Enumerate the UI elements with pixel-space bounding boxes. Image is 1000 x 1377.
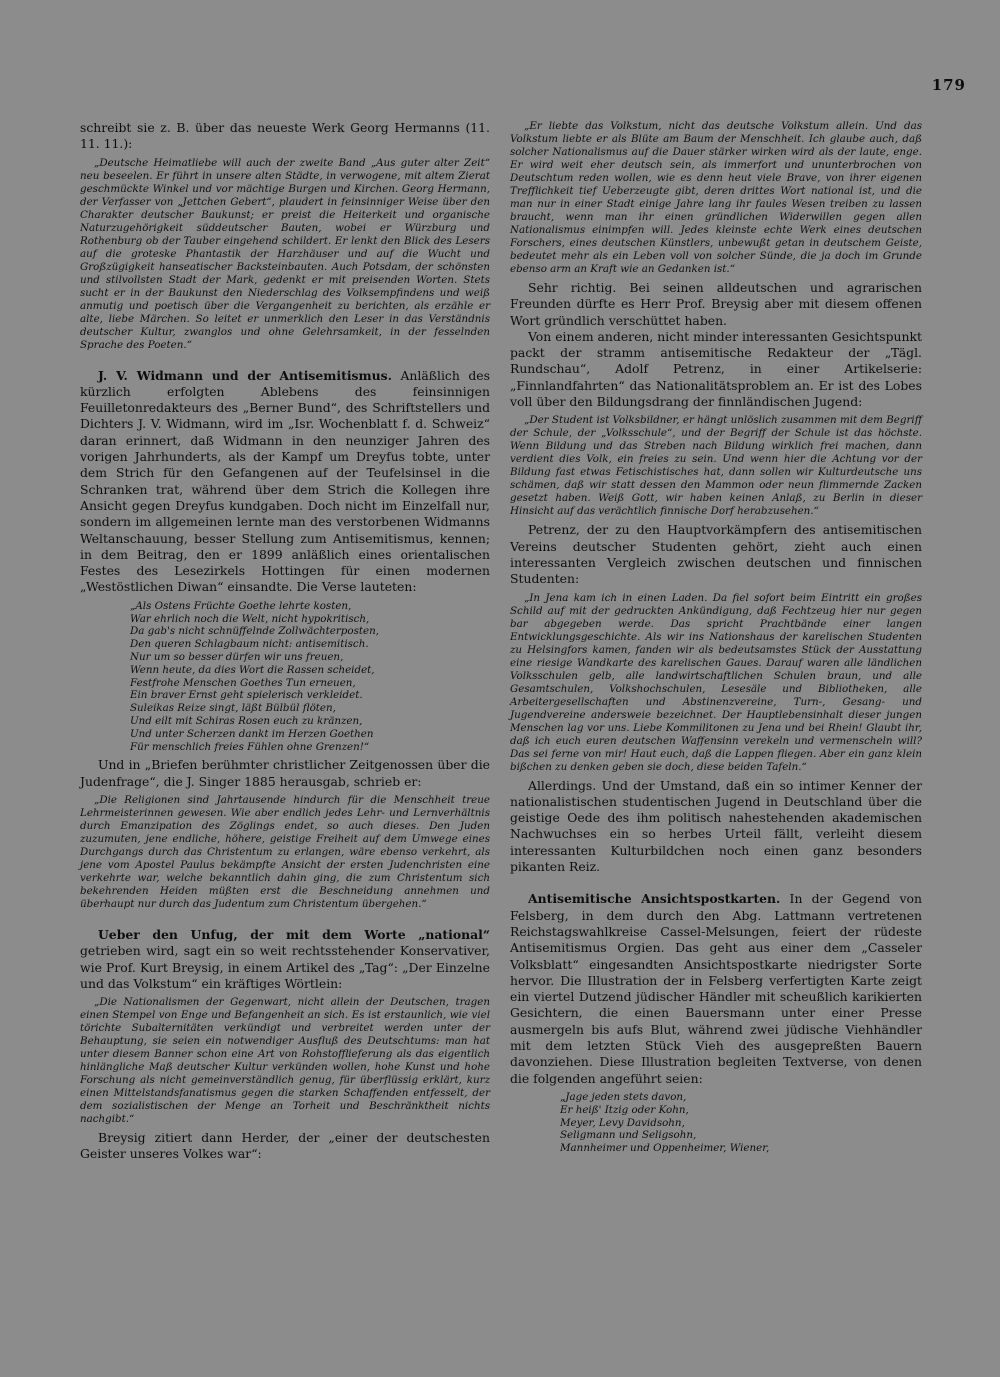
paragraph: Von einem anderen, nicht minder interessanten Gesichtspunkt packt der stramm antisemitische Redakteur der „Tägl. Rundschau“, Adolf Petrenz, in einer Artikelserie: „Finnlandfahrten“ das Nationalitätsproblem an. Er ist des Lobes voll über den Bildungsdrang der finnländischen Jugend: [510, 328, 922, 410]
article-paragraph [510, 891, 922, 1087]
quote: „Die Nationalismen der Gegenwart, nicht allein der Deutschen, tragen einen Stempel von Enge und Befangenheit an sich. Es ist erstaunlich, wie viel törichte Subalternitäten verkündigt und verbreitet werden unter der Behauptung, sie seien ein notwendiger Ausfluß des Deutschtums: man hat unter diesem Banner schon eine Art von Rohstofflieferung als das eigentlich hinlängliche Maß deutscher Kultur verkünden wollen, hohe Kunst und hohe Forschung als nicht gemeinverständlich genug, für überflüssig erklärt, kurz einen Mittelstandsfanatismus gegen die starken Schaffenden entfesselt, der dem sozialistischen der Menge an Torheit und Beschränktheit nichts nachgibt.“ [80, 996, 490, 1126]
verse-line: Den queren Schlagbaum nicht: antisemitisch. [130, 638, 369, 651]
verse-line: War ehrlich noch die Welt, nicht hypokritisch, [130, 612, 370, 625]
verse-line: Festfrohe Menschen Goethes Tun erneuen, [130, 676, 356, 689]
right-column [510, 120, 922, 1155]
article-paragraph [80, 927, 490, 992]
paragraph: Allerdings. Und der Umstand, daß ein so intimer Kenner der nationalistischen studentischen Jugend in Deutschland über die geistige Oede des ihm politisch nahestehenden akademischen Nachwuchses ein so herbes Urteil fällt, verleiht diesem interessanten Kulturbildchen noch einen ganz besonders pikanten Reiz. [510, 777, 922, 875]
verse-line: Seligmann und Seligsohn, [560, 1129, 697, 1142]
verse-line: Suleikas Reize singt, läßt Bülbül flöten, [130, 702, 336, 715]
paragraph: Petrenz, der zu den Hauptvorkämpfern des antisemitischen Vereins deutscher Studenten gehört, zieht auch einen interessanten Vergleich zwischen deutschen und finnischen Studenten: [510, 522, 922, 587]
verse-line: Meyer, Levy Davidsohn, [560, 1116, 685, 1129]
page-number: 179 [931, 76, 966, 94]
verse-line: „Jage jeden stets davon, [560, 1090, 687, 1103]
paragraph: Und in „Briefen berühmter christlicher Zeitgenossen über die Judenfrage“, die J. Singer 1885 herausgab, schrieb er: [80, 757, 490, 789]
verse-line: Und eilt mit Schiras Rosen euch zu kränzen, [130, 714, 363, 727]
quote: „In Jena kam ich in einen Laden. Da fiel sofort beim Eintritt ein großes Schild auf mit der gedruckten Ankündigung, daß Fechtzeug hier nur gegen bar abgegeben werde. Das spricht Prachtbände einer langen Entwicklungsgeschichte. Als wir ins Nationshaus der karelischen Studenten zu Helsingfors kamen, fanden wir als bedeutsamstes Stück der Ausstattung eine riesige Wandkarte des karelischen Gaues. Darauf waren alle ländlichen Volksschulen gelb, alle landwirtschaftlichen Schulen braun, und alle Gesamtschulen, Volkshochschulen, Lesesäle und Bibliotheken, alle Arbeitergesellschaften und Abstinenzvereine, Turn-, Gesang- und Jugendvereine andersweie bezeichnet. Der Hauptlebensinhalt dieser jungen Menschen lag vor uns. Liebe Kommilitonen zu Jena und bei Rhein! Glaubt ihr, daß ich euch euren deutschen Waffensinn verekeln und vermenscheln will? Das sei ferne von mir! Haut euch, daß die Lappen fliegen. Aber ein ganz klein bißchen zu denken geben sie doch, diese beiden Tafeln.“ [510, 591, 922, 773]
paragraph: Breysig zitiert dann Herder, der „einer der deutschesten Geister unseres Volkes war“: [80, 1130, 490, 1162]
paragraph: Sehr richtig. Bei seinen alldeutschen und agrarischen Freunden dürfte es Herr Prof. Breysig aber mit diesem offenen Wort gründlich verschüttet haben. [510, 280, 922, 328]
quote: „Deutsche Heimatliebe will auch der zweite Band „Aus guter alter Zeit“ neu beseelen. Er führt in unsere alten Städte, in verwogene, mit altem Zierat geschmückte Winkel und vor mächtige Burgen und Kirchen. Georg Hermann, der Verfasser von „Jettchen Gebert“, plaudert in feinsinniger Weise über den Charakter deutscher Baukunst; er preist die Heiterkeit und organische Naturzugehörigkeit süddeutscher Bauten, wobei er Würzburg und Rothenburg ob der Tauber eingehend schildert. Er lenkt den Blick des Lesers auf die groteske Phantastik der Harzhäuser und auf die Wucht und Großzügigkeit hanseatischer Backsteinbauten. Auch Potsdam, der schönsten und stilvollsten Stadt der Mark, gedenkt er mit preisenden Worten. Stets sucht er in der Baukunst den Niederschlag des Volksempfindens und weiß anmutig und poetisch über die Vergangenheit zu berichten, als erzähle er alte, liebe Märchen. So leitet er unmerklich den Leser in das Verständnis deutscher Kultur, zwanglos und ohne Gelehrsamkeit, in der fesselnden Sprache des Poeten.“ [80, 156, 490, 351]
verse-line: Wenn heute, da dies Wort die Rassen scheidet, [130, 663, 375, 676]
left-column [80, 120, 490, 1163]
verse-line: Nur um so besser dürfen wir uns freuen, [130, 650, 344, 663]
verse-block [130, 600, 490, 754]
quote: „Der Student ist Volksbildner, er hängt unlöslich zusammen mit dem Begriff der Schule, der „Volksschule“, und der Begriff der Schule ist das höchste. Wenn Bildung und das Streben nach Bildung wirklich frei machen, dann verdient dies Volk, ein freies zu sein. Und wenn hier die Achtung vor der Bildung fast etwas Fetischistisches hat, dann sollen wir Kulturdeutsche uns schämen, daß wir statt dessen den Mammon oder neun flimmernde Zacken gesetzt haben. Weiß Gott, wir haben keinen Anlaß, zu Berlin in dieser Hinsicht auf das verächtlich finnische Dorf herabzusehen.“ [510, 414, 922, 518]
quote: „Die Religionen sind Jahrtausende hindurch für die Menschheit treue Lehrmeisterinnen gewesen. Wie aber endlich jedes Lehr- und Lernverhältnis durch Emanzipation des Zöglings endet, so auch dieses. Den Juden zuzumuten, jene endliche, höhere, geistige Freiheit auf dem Umwege eines Durchgangs durch das Christentum zu erlangen, wäre ebenso verkehrt, als jene vom Apostel Paulus bekämpfte Ansicht der ersten Judenchristen eine verkehrte war, welche bekanntlich dahin ging, die zum Christentum sich bekehrenden Heiden müßten erst die Beschneidung annehmen und überhaupt nur durch das Judentum zum Christentum übergehen.“ [80, 793, 490, 910]
article-heading: J. V. Widmann und der Antisemitismus. [98, 367, 392, 383]
article-paragraph [80, 368, 490, 596]
quote: „Er liebte das Volkstum, nicht das deutsche Volkstum allein. Und das Volkstum liebte er als Blüte am Baum der Menschheit. Ich glaube auch, daß solcher Nationalismus auf die Dauer stärker wirken wird als der laute, enge. Er wird weit eher deutsch sein, als immerfort und ununterbrochen von Deutschtum reden wollen, wie es denn heut viele Brave, von ihrer eigenen Trefflichkeit tief Ueberzeugte gibt, deren drittes Wort national ist, und die man nur in einer Stadt einige Jahre lang ihr faules Wesen treiben zu lassen braucht, wenn man ihr einen gründlichen Widerwillen gegen allen Nationalismus einimpfen will. Jedes kleinste echte Werk eines deutschen Forschers, eines deutschen Künstlers, unbewußt getan in deutschem Geiste, bedeutet mehr als ein Leben voll von solcher Sünde, die ja doch im Grunde ebenso arm an Kraft wie an Gedanken ist.“ [510, 120, 922, 275]
verse-line: „Als Ostens Früchte Goethe lehrte kosten, [130, 599, 352, 612]
verse-line: Da gab's nicht schnüffelnde Zollwächterposten, [130, 625, 379, 638]
verse-line: Und unter Scherzen dankt im Herzen Goethen [130, 727, 374, 740]
paragraph: schreibt sie z. B. über das neueste Werk Georg Hermanns (11. 11. 11.): [80, 120, 490, 152]
verse-line: Mannheimer und Oppenheimer, Wiener, [560, 1142, 770, 1155]
article-heading: Ueber den Unfug, der mit dem Worte „national“ [98, 926, 490, 942]
article-text: In der Gegend von Felsberg, in dem durch den Abg. Lattmann vertretenen Reichstagswahlkreise Cassel-Melsungen, feiert der rüdeste Antisemitismus Orgien. Das geht aus einer dem „Casseler Volksblatt“ eingesandten Ansichtspostkarte niedrigster Sorte hervor. Die Illustration der in Felsberg verfertigten Karte zeigt ein viertel Dutzend jüdischer Händler mit scheußlich karikierten Gesichtern, die einen Bauersmann unter einer Presse ausmergeln bis aufs Blut, während zwei jüdische Viehhändler mit dem letzten Stück Vieh des ausgepreßten Bauern davonziehen. Diese Illustration begleiten Textverse, von denen die folgenden angeführt seien: [510, 891, 922, 1086]
article-text: Anläßlich des kürzlich erfolgten Ablebens des feinsinnigen Feuilletonredakteurs des „Berner Bund“, des Schriftstellers und Dichters J. V. Widmann, wird im „Isr. Wochenblatt f. d. Schweiz“ daran erinnert, daß Widmann in den neunziger Jahren des vorigen Jahrhunderts, als der Kampf um Dreyfus tobte, unter dem Strich für den Gefangenen auf der Teufelsinsel in die Schranken trat, während über dem Strich die Kollegen ihre Ansicht gegen Dreyfus kundgaben. Doch nicht im Einzelfall nur, sondern im allgemeinen lernte man des verstorbenen Widmanns Weltanschauung, besser Stellung zum Antisemitismus, kennen; in dem Beitrag, den er 1899 anläßlich eines orientalischen Festes des Lesezirkels Hottingen für einen modernen „Westöstlichen Diwan“ einsandte. Die Verse lauteten: [80, 367, 490, 595]
verse-line: Ein braver Ernst geht spielerisch verkleidet. [130, 689, 363, 702]
verse-line: Für menschlich freies Fühlen ohne Grenzen!“ [130, 740, 370, 753]
article-text: getrieben wird, sagt ein so weit rechtsstehender Konservativer, wie Prof. Kurt Breysig, in einem Artikel des „Tag“: „Der Einzelne und das Volkstum“ ein kräftiges Wörtlein: [80, 943, 490, 991]
verse-line: Er heiß' Itzig oder Kohn, [560, 1103, 689, 1116]
article-heading: Antisemitische Ansichtspostkarten. [528, 891, 781, 907]
verse-block [560, 1091, 922, 1155]
